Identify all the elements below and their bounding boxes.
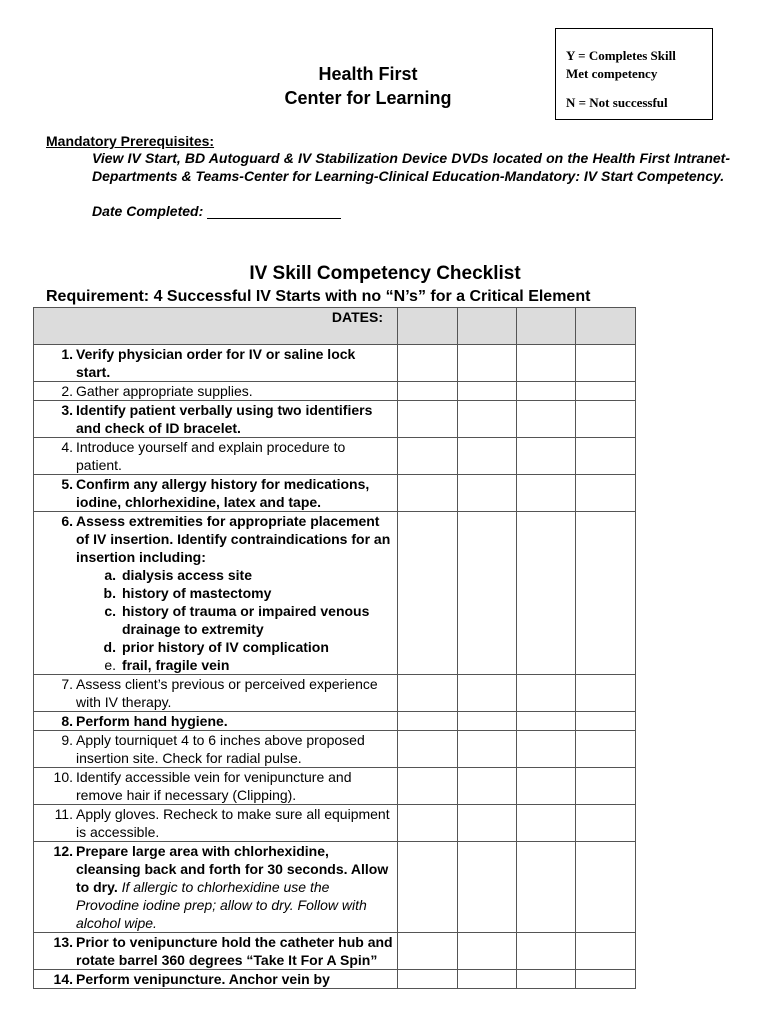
check-cell[interactable] bbox=[458, 675, 517, 712]
check-cell[interactable] bbox=[576, 401, 636, 438]
item-number: 2. bbox=[61, 383, 73, 399]
check-cell[interactable] bbox=[517, 933, 576, 970]
check-cell[interactable] bbox=[576, 933, 636, 970]
prerequisites-section bbox=[46, 133, 730, 219]
item-text: Verify physician order for IV or saline lock start. bbox=[76, 346, 356, 380]
item-text: Identify accessible vein for venipuncture and remove hair if necessary (Clipping). bbox=[76, 769, 352, 803]
check-cell[interactable] bbox=[458, 345, 517, 382]
competency-table bbox=[33, 307, 636, 989]
sub-item-letter: a. bbox=[104, 567, 116, 583]
check-cell[interactable] bbox=[576, 842, 636, 933]
check-cell[interactable] bbox=[458, 712, 517, 731]
check-cell[interactable] bbox=[458, 382, 517, 401]
check-cell[interactable] bbox=[517, 438, 576, 475]
dates-header-label: DATES: bbox=[34, 308, 398, 345]
check-cell[interactable] bbox=[458, 970, 517, 989]
item-number: 8. bbox=[61, 713, 73, 729]
check-cell[interactable] bbox=[576, 382, 636, 401]
org-name: Health First bbox=[318, 64, 418, 84]
item-number: 12. bbox=[53, 843, 73, 859]
check-cell[interactable] bbox=[517, 712, 576, 731]
date-cell-4[interactable] bbox=[576, 308, 636, 345]
check-cell[interactable] bbox=[398, 438, 458, 475]
table-row bbox=[34, 438, 636, 475]
sub-item-text: history of trauma or impaired venous drainage to extremity bbox=[122, 603, 370, 637]
table-row bbox=[34, 933, 636, 970]
table-row bbox=[34, 842, 636, 933]
table-row bbox=[34, 768, 636, 805]
item-text: Apply gloves. Recheck to make sure all equipment is accessible. bbox=[76, 806, 390, 840]
check-cell[interactable] bbox=[517, 675, 576, 712]
sub-item-text: frail, fragile vein bbox=[122, 657, 230, 673]
check-cell[interactable] bbox=[398, 382, 458, 401]
check-cell[interactable] bbox=[517, 475, 576, 512]
check-cell[interactable] bbox=[398, 842, 458, 933]
table-row bbox=[34, 382, 636, 401]
check-cell[interactable] bbox=[576, 712, 636, 731]
date-completed-label: Date Completed: bbox=[92, 203, 204, 219]
sub-item-text: prior history of IV complication bbox=[122, 639, 329, 655]
check-cell[interactable] bbox=[458, 768, 517, 805]
item-number: 10. bbox=[53, 769, 73, 785]
item-text: Apply tourniquet 4 to 6 inches above proposed insertion site. Check for radial pulse. bbox=[76, 732, 365, 766]
prerequisites-text: View IV Start, BD Autoguard & IV Stabilization Device DVDs located on the Health First Intranet-Departments & Teams-Center for Learning-Clinical Education-Mandatory: IV Start Competency. bbox=[92, 150, 730, 184]
item-text: Perform venipuncture. Anchor vein by bbox=[76, 971, 330, 987]
check-cell[interactable] bbox=[458, 805, 517, 842]
check-cell[interactable] bbox=[398, 970, 458, 989]
check-cell[interactable] bbox=[576, 970, 636, 989]
date-cell-2[interactable] bbox=[458, 308, 517, 345]
legend-yes-line2: Met competency bbox=[566, 66, 658, 81]
date-cell-1[interactable] bbox=[398, 308, 458, 345]
sub-item-text: dialysis access site bbox=[122, 567, 252, 583]
legend-no: N = Not successful bbox=[566, 95, 668, 110]
check-cell[interactable] bbox=[398, 512, 458, 675]
item-text: Introduce yourself and explain procedure to patient. bbox=[76, 439, 346, 473]
check-cell[interactable] bbox=[576, 768, 636, 805]
table-row bbox=[34, 712, 636, 731]
check-cell[interactable] bbox=[458, 401, 517, 438]
organization-title bbox=[268, 62, 468, 110]
check-cell[interactable] bbox=[517, 842, 576, 933]
check-cell[interactable] bbox=[398, 475, 458, 512]
org-department: Center for Learning bbox=[284, 88, 452, 108]
item-number: 5. bbox=[61, 476, 73, 492]
check-cell[interactable] bbox=[576, 675, 636, 712]
checklist-requirement: Requirement: 4 Successful IV Starts with no “N’s” for a Critical Element bbox=[46, 288, 591, 305]
check-cell[interactable] bbox=[576, 345, 636, 382]
check-cell[interactable] bbox=[517, 768, 576, 805]
checklist-title: IV Skill Competency Checklist bbox=[249, 263, 521, 284]
check-cell[interactable] bbox=[576, 438, 636, 475]
item-text: Prepare large area with chlorhexidine, cleansing back and forth for 30 seconds. Allow to dry. bbox=[76, 843, 389, 895]
sub-item-letter: b. bbox=[103, 585, 116, 601]
check-cell[interactable] bbox=[398, 805, 458, 842]
check-cell[interactable] bbox=[458, 438, 517, 475]
check-cell[interactable] bbox=[576, 731, 636, 768]
check-cell[interactable] bbox=[576, 512, 636, 675]
item-text: Assess client’s previous or perceived experience with IV therapy. bbox=[76, 676, 378, 710]
sub-item-letter: e. bbox=[104, 657, 116, 673]
item-text: Gather appropriate supplies. bbox=[76, 383, 253, 399]
check-cell[interactable] bbox=[458, 512, 517, 675]
item-text: Assess extremities for appropriate placement of IV insertion. Identify contraindications for an insertion including: bbox=[76, 513, 391, 565]
legend-yes-line1: Y = Completes Skill bbox=[566, 48, 676, 63]
item-number: 11. bbox=[54, 806, 73, 822]
sub-item-letter: c. bbox=[104, 603, 116, 619]
check-cell[interactable] bbox=[458, 933, 517, 970]
table-row bbox=[34, 345, 636, 382]
item-number: 3. bbox=[61, 402, 73, 418]
item-note: If allergic to chlorhexidine use the Provodine iodine prep; allow to dry. Follow with alcohol wipe. bbox=[76, 879, 367, 931]
item-text: Prior to venipuncture hold the catheter hub and rotate barrel 360 degrees “Take It For A Spin” bbox=[76, 934, 393, 968]
item-text: Perform hand hygiene. bbox=[76, 713, 228, 729]
check-cell[interactable] bbox=[517, 970, 576, 989]
check-cell[interactable] bbox=[398, 345, 458, 382]
date-completed bbox=[92, 203, 730, 219]
sub-item-text: history of mastectomy bbox=[122, 585, 272, 601]
table-row bbox=[34, 805, 636, 842]
check-cell[interactable] bbox=[576, 805, 636, 842]
table-row bbox=[34, 475, 636, 512]
check-cell[interactable] bbox=[458, 731, 517, 768]
sub-item-letter: d. bbox=[103, 639, 116, 655]
check-cell[interactable] bbox=[398, 401, 458, 438]
check-cell[interactable] bbox=[517, 731, 576, 768]
check-cell[interactable] bbox=[398, 712, 458, 731]
table-row bbox=[34, 731, 636, 768]
check-cell[interactable] bbox=[398, 768, 458, 805]
item-number: 1. bbox=[61, 346, 73, 362]
item-number: 4. bbox=[61, 439, 73, 455]
table-row bbox=[34, 970, 636, 989]
check-cell[interactable] bbox=[398, 731, 458, 768]
check-cell[interactable] bbox=[517, 345, 576, 382]
date-cell-3[interactable] bbox=[517, 308, 576, 345]
date-completed-blank[interactable] bbox=[207, 204, 341, 219]
check-cell[interactable] bbox=[398, 675, 458, 712]
check-cell[interactable] bbox=[517, 512, 576, 675]
item-text: Confirm any allergy history for medications, iodine, chlorhexidine, latex and tape. bbox=[76, 476, 370, 510]
check-cell[interactable] bbox=[398, 933, 458, 970]
check-cell[interactable] bbox=[517, 382, 576, 401]
item-number: 9. bbox=[61, 732, 73, 748]
check-cell[interactable] bbox=[458, 475, 517, 512]
check-cell[interactable] bbox=[517, 805, 576, 842]
table-row bbox=[34, 401, 636, 438]
item-number: 7. bbox=[61, 676, 73, 692]
check-cell[interactable] bbox=[458, 842, 517, 933]
table-row bbox=[34, 675, 636, 712]
item-number: 14. bbox=[53, 971, 73, 987]
table-row bbox=[34, 512, 636, 675]
item-number: 6. bbox=[61, 513, 73, 529]
item-text: Identify patient verbally using two identifiers and check of ID bracelet. bbox=[76, 402, 373, 436]
dates-header-row bbox=[34, 308, 636, 345]
legend-box bbox=[555, 28, 713, 120]
prerequisites-label: Mandatory Prerequisites: bbox=[46, 133, 215, 149]
check-cell[interactable] bbox=[517, 401, 576, 438]
check-cell[interactable] bbox=[576, 475, 636, 512]
item-number: 13. bbox=[53, 934, 73, 950]
